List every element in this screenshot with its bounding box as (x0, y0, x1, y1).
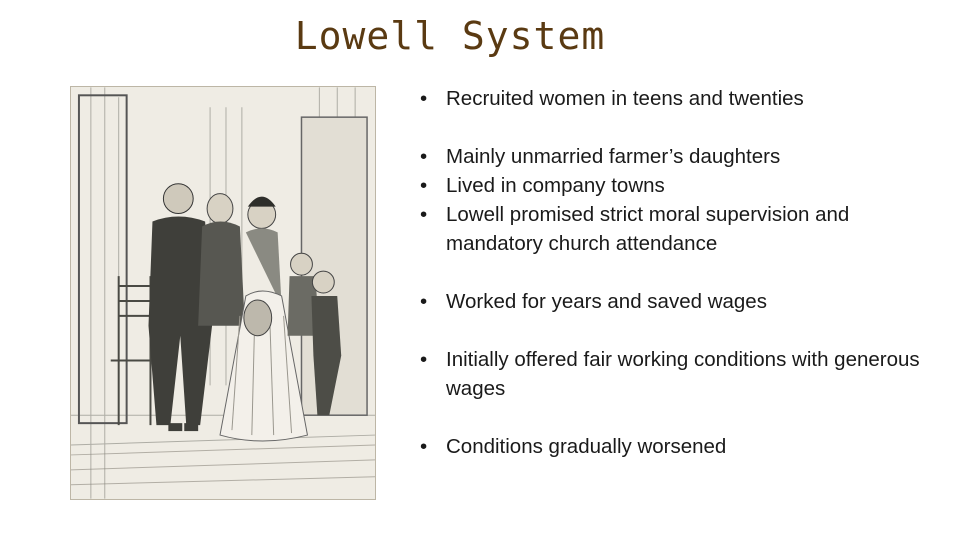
bullet-group-2 (418, 142, 938, 258)
bullet-item (418, 200, 938, 258)
bullet-list (418, 84, 938, 461)
bullet-group-3 (418, 287, 938, 316)
bullet-dot-icon: • (420, 145, 428, 168)
bullet-dot-icon: • (420, 435, 428, 458)
bullet-dot-icon: • (420, 87, 428, 110)
bullet-text: Initially offered fair working conditions with generous wages (446, 348, 920, 400)
bullet-group-4 (418, 345, 938, 403)
bullet-text: Recruited women in teens and twenties (446, 87, 804, 110)
slide-title: Lowell System (294, 14, 606, 58)
bullet-group-1 (418, 84, 938, 113)
bullet-text: Lowell promised strict moral supervision and mandatory church attendance (446, 203, 850, 255)
family-engraving-illustration (70, 86, 376, 500)
bullet-group-5 (418, 432, 938, 461)
bullet-dot-icon: • (420, 174, 428, 197)
bullet-item (418, 287, 938, 316)
bullet-dot-icon: • (420, 203, 428, 226)
bullet-dot-icon: • (420, 348, 428, 371)
bullet-text: Worked for years and saved wages (446, 290, 767, 313)
bullet-text: Lived in company towns (446, 174, 665, 197)
bullet-item (418, 171, 938, 200)
bullet-item (418, 432, 938, 461)
bullet-dot-icon: • (420, 290, 428, 313)
bullet-item (418, 345, 938, 403)
bullet-item (418, 84, 938, 113)
bullet-text: Conditions gradually worsened (446, 435, 727, 458)
bullet-text: Mainly unmarried farmer’s daughters (446, 145, 781, 168)
bullet-item (418, 142, 938, 171)
